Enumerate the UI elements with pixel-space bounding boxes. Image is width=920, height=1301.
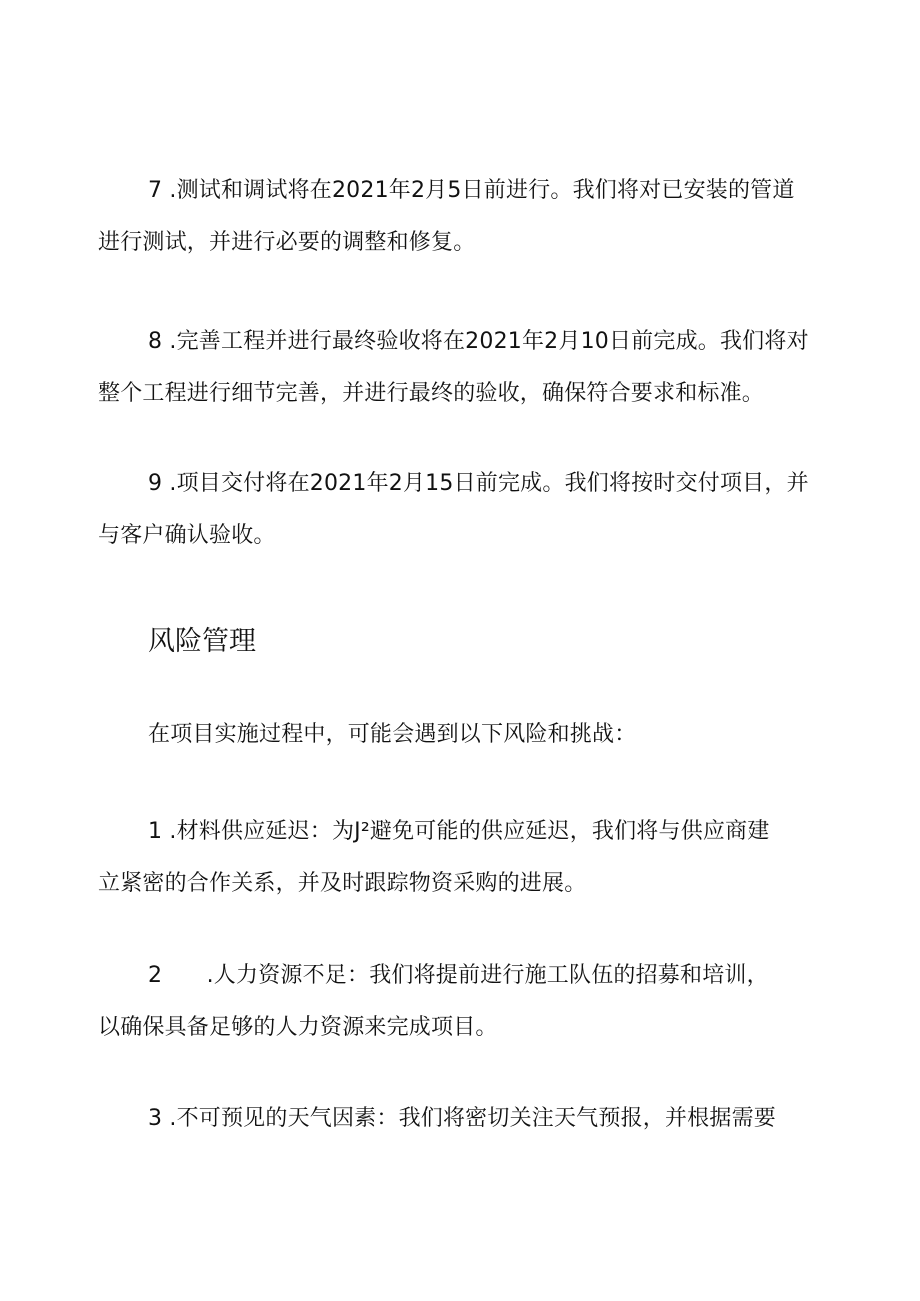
risk-item-2-line-1: 2 .人力资源不足：我们将提前进行施工队伍的招募和培训， [148, 963, 769, 988]
schedule-item-8 [98, 316, 828, 420]
schedule-item-7 [98, 165, 828, 269]
risk-item-1 [98, 806, 828, 910]
section-heading: 风险管理 [148, 626, 256, 657]
risk-item-2 [98, 950, 828, 1054]
risk-item-2-line-2: 以确保具备足够的人力资源来完成项目。 [98, 1015, 498, 1040]
schedule-item-7-line-2: 进行测试，并进行必要的调整和修复。 [98, 230, 476, 255]
schedule-item-8-line-2: 整个工程进行细节完善，并进行最终的验收，确保符合要求和标准。 [98, 381, 765, 406]
schedule-item-9-line-2: 与客户确认验收。 [98, 523, 276, 548]
schedule-item-9 [98, 458, 828, 562]
schedule-item-7-line-1: 7 .测试和调试将在2021年2月5日前进行。我们将对已安装的管道 [148, 178, 795, 203]
risk-item-3-line-1: 3 .不可预见的天气因素：我们将密切关注天气预报，并根据需要 [148, 1106, 776, 1131]
risk-item-3 [148, 1093, 828, 1145]
schedule-item-9-line-1: 9 .项目交付将在2021年2月15日前完成。我们将按时交付项目，并 [148, 471, 809, 496]
risk-item-1-line-1: 1 .材料供应延迟：为J²避免可能的供应延迟，我们将与供应商建 [148, 819, 770, 844]
section-intro-text: 在项目实施过程中，可能会遇到以下风险和挑战： [148, 722, 637, 747]
section-intro [148, 709, 828, 761]
schedule-item-8-line-1: 8 .完善工程并进行最终验收将在2021年2月10日前完成。我们将对 [148, 329, 809, 354]
risk-item-1-line-2: 立紧密的合作关系，并及时跟踪物资采购的进展。 [98, 871, 587, 896]
